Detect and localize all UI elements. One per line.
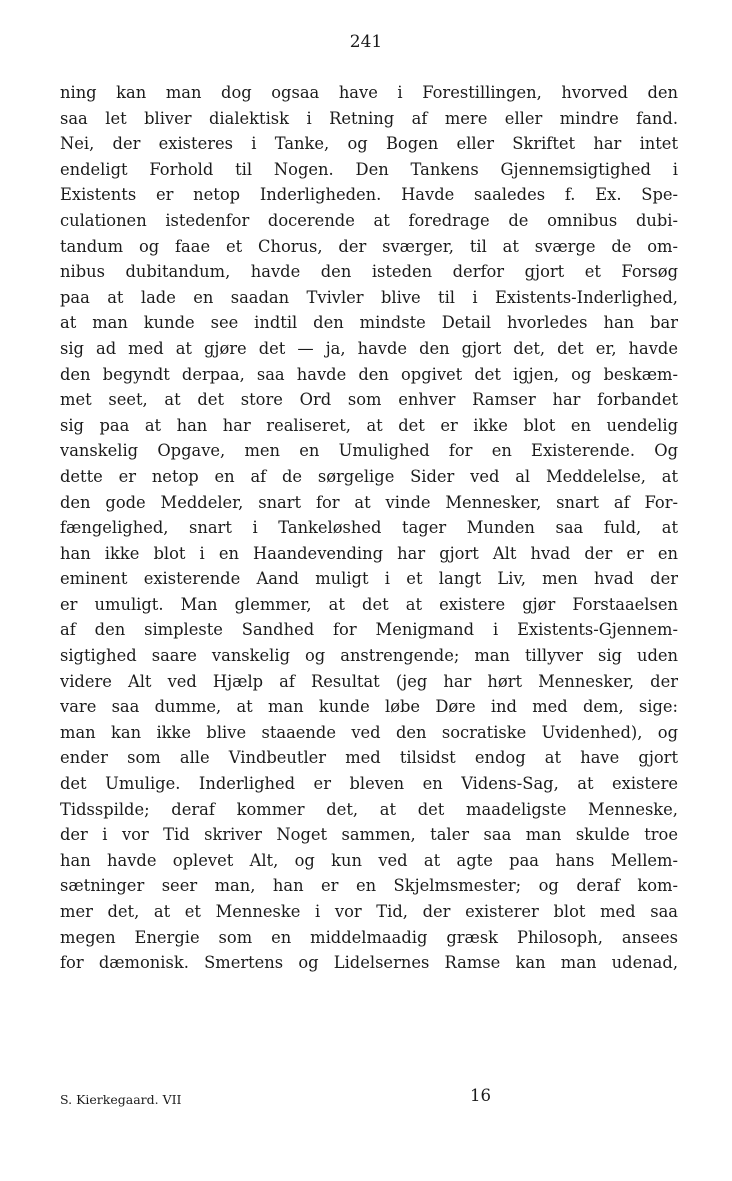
text-line: han ikke blot i en Haandevending har gjort Alt hvad der er en (60, 543, 678, 563)
text-line: dette er netop en af de sørgelige Sider ved al Meddelelse, at (60, 466, 678, 486)
text-line: tandum og faae et Chorus, der sværger, til at sværge de om- (60, 236, 678, 256)
text-line: at man kunde see indtil den mindste Detail hvorledes han bar (60, 313, 678, 333)
text-line: eminent existerende Aand muligt i et langt Liv, men hvad der (60, 569, 678, 589)
text-line: mer det, at et Menneske i vor Tid, der existerer blot med saa (60, 902, 678, 921)
text-line: nibus dubitandum, havde den isteden derfor gjort et Forsøg (60, 262, 678, 282)
text-line: paa at lade en saadan Tvivler blive til i Existents-Inderlighed, (60, 287, 678, 307)
text-line: saa let bliver dialektisk i Retning af mere eller mindre fand. (60, 108, 678, 128)
text-line: Nei, der existeres i Tanke, og Bogen eller Skriftet har intet (60, 134, 678, 154)
sheet-number: 16 (470, 1086, 491, 1105)
printer-signature: S. Kierkegaard. VII (60, 1092, 182, 1107)
text-line: man kan ikke blive staaende ved den socratiske Uvidenhed), og (60, 722, 678, 742)
text-line: ning kan man dog ogsaa have i Forestillingen, hvorved den (60, 83, 678, 102)
text-line: fængelighed, snart i Tankeløshed tager Munden saa fuld, at (60, 518, 678, 538)
text-line: sig ad med at gjøre det — ja, havde den gjort det, det er, havde (60, 338, 678, 358)
text-line: Existents er netop Inderligheden. Havde saaledes f. Ex. Spe- (60, 185, 678, 205)
body-text (60, 80, 678, 976)
text-line: endeligt Forhold til Nogen. Den Tankens Gjennemsigtighed i (60, 159, 678, 179)
text-line: videre Alt ved Hjælp af Resultat (jeg har hørt Mennesker, der (60, 671, 678, 691)
text-line: sig paa at han har realiseret, at det er ikke blot en uendelig (60, 415, 678, 435)
text-line: af den simpleste Sandhed for Menigmand i Existents-Gjennem- (60, 620, 678, 640)
text-line: vare saa dumme, at man kunde løbe Døre ind med dem, sige: (60, 697, 678, 717)
text-line: megen Energie som en middelmaadig græsk Philosoph, ansees (60, 927, 678, 947)
text-line: for dæmonisk. Smertens og Lidelsernes Ramse kan man udenad, (60, 953, 678, 973)
text-line: sigtighed saare vanskelig og anstrengende; man tillyver sig uden (60, 646, 678, 666)
text-line: den gode Meddeler, snart for at vinde Mennesker, snart af For- (60, 492, 678, 512)
text-line: met seet, at det store Ord som enhver Ramser har forbandet (60, 390, 678, 410)
text-line: er umuligt. Man glemmer, at det at existere gjør Forstaaelsen (60, 594, 678, 614)
text-line: han havde oplevet Alt, og kun ved at agte paa hans Mellem- (60, 850, 678, 870)
text-line: Tidsspilde; deraf kommer det, at det maadeligste Menneske, (60, 799, 678, 819)
page-footer (60, 1086, 678, 1108)
text-line: sætninger seer man, han er en Skjelmsmester; og deraf kom- (60, 876, 678, 896)
text-line: culationen istedenfor docerende at foredrage de omnibus dubi- (60, 210, 678, 230)
text-line: ender som alle Vindbeutler med tilsidst endog at have gjort (60, 748, 678, 768)
text-line: den begyndt derpaa, saa havde den opgivet det igjen, og beskæm- (60, 364, 678, 384)
text-line: der i vor Tid skriver Noget sammen, taler saa man skulde troe (60, 825, 678, 845)
page-number: 241 (349, 32, 383, 52)
text-line: det Umulige. Inderlighed er bleven en Videns-Sag, at existere (60, 774, 678, 794)
text-line: vanskelig Opgave, men en Umulighed for en Existerende. Og (60, 441, 678, 461)
